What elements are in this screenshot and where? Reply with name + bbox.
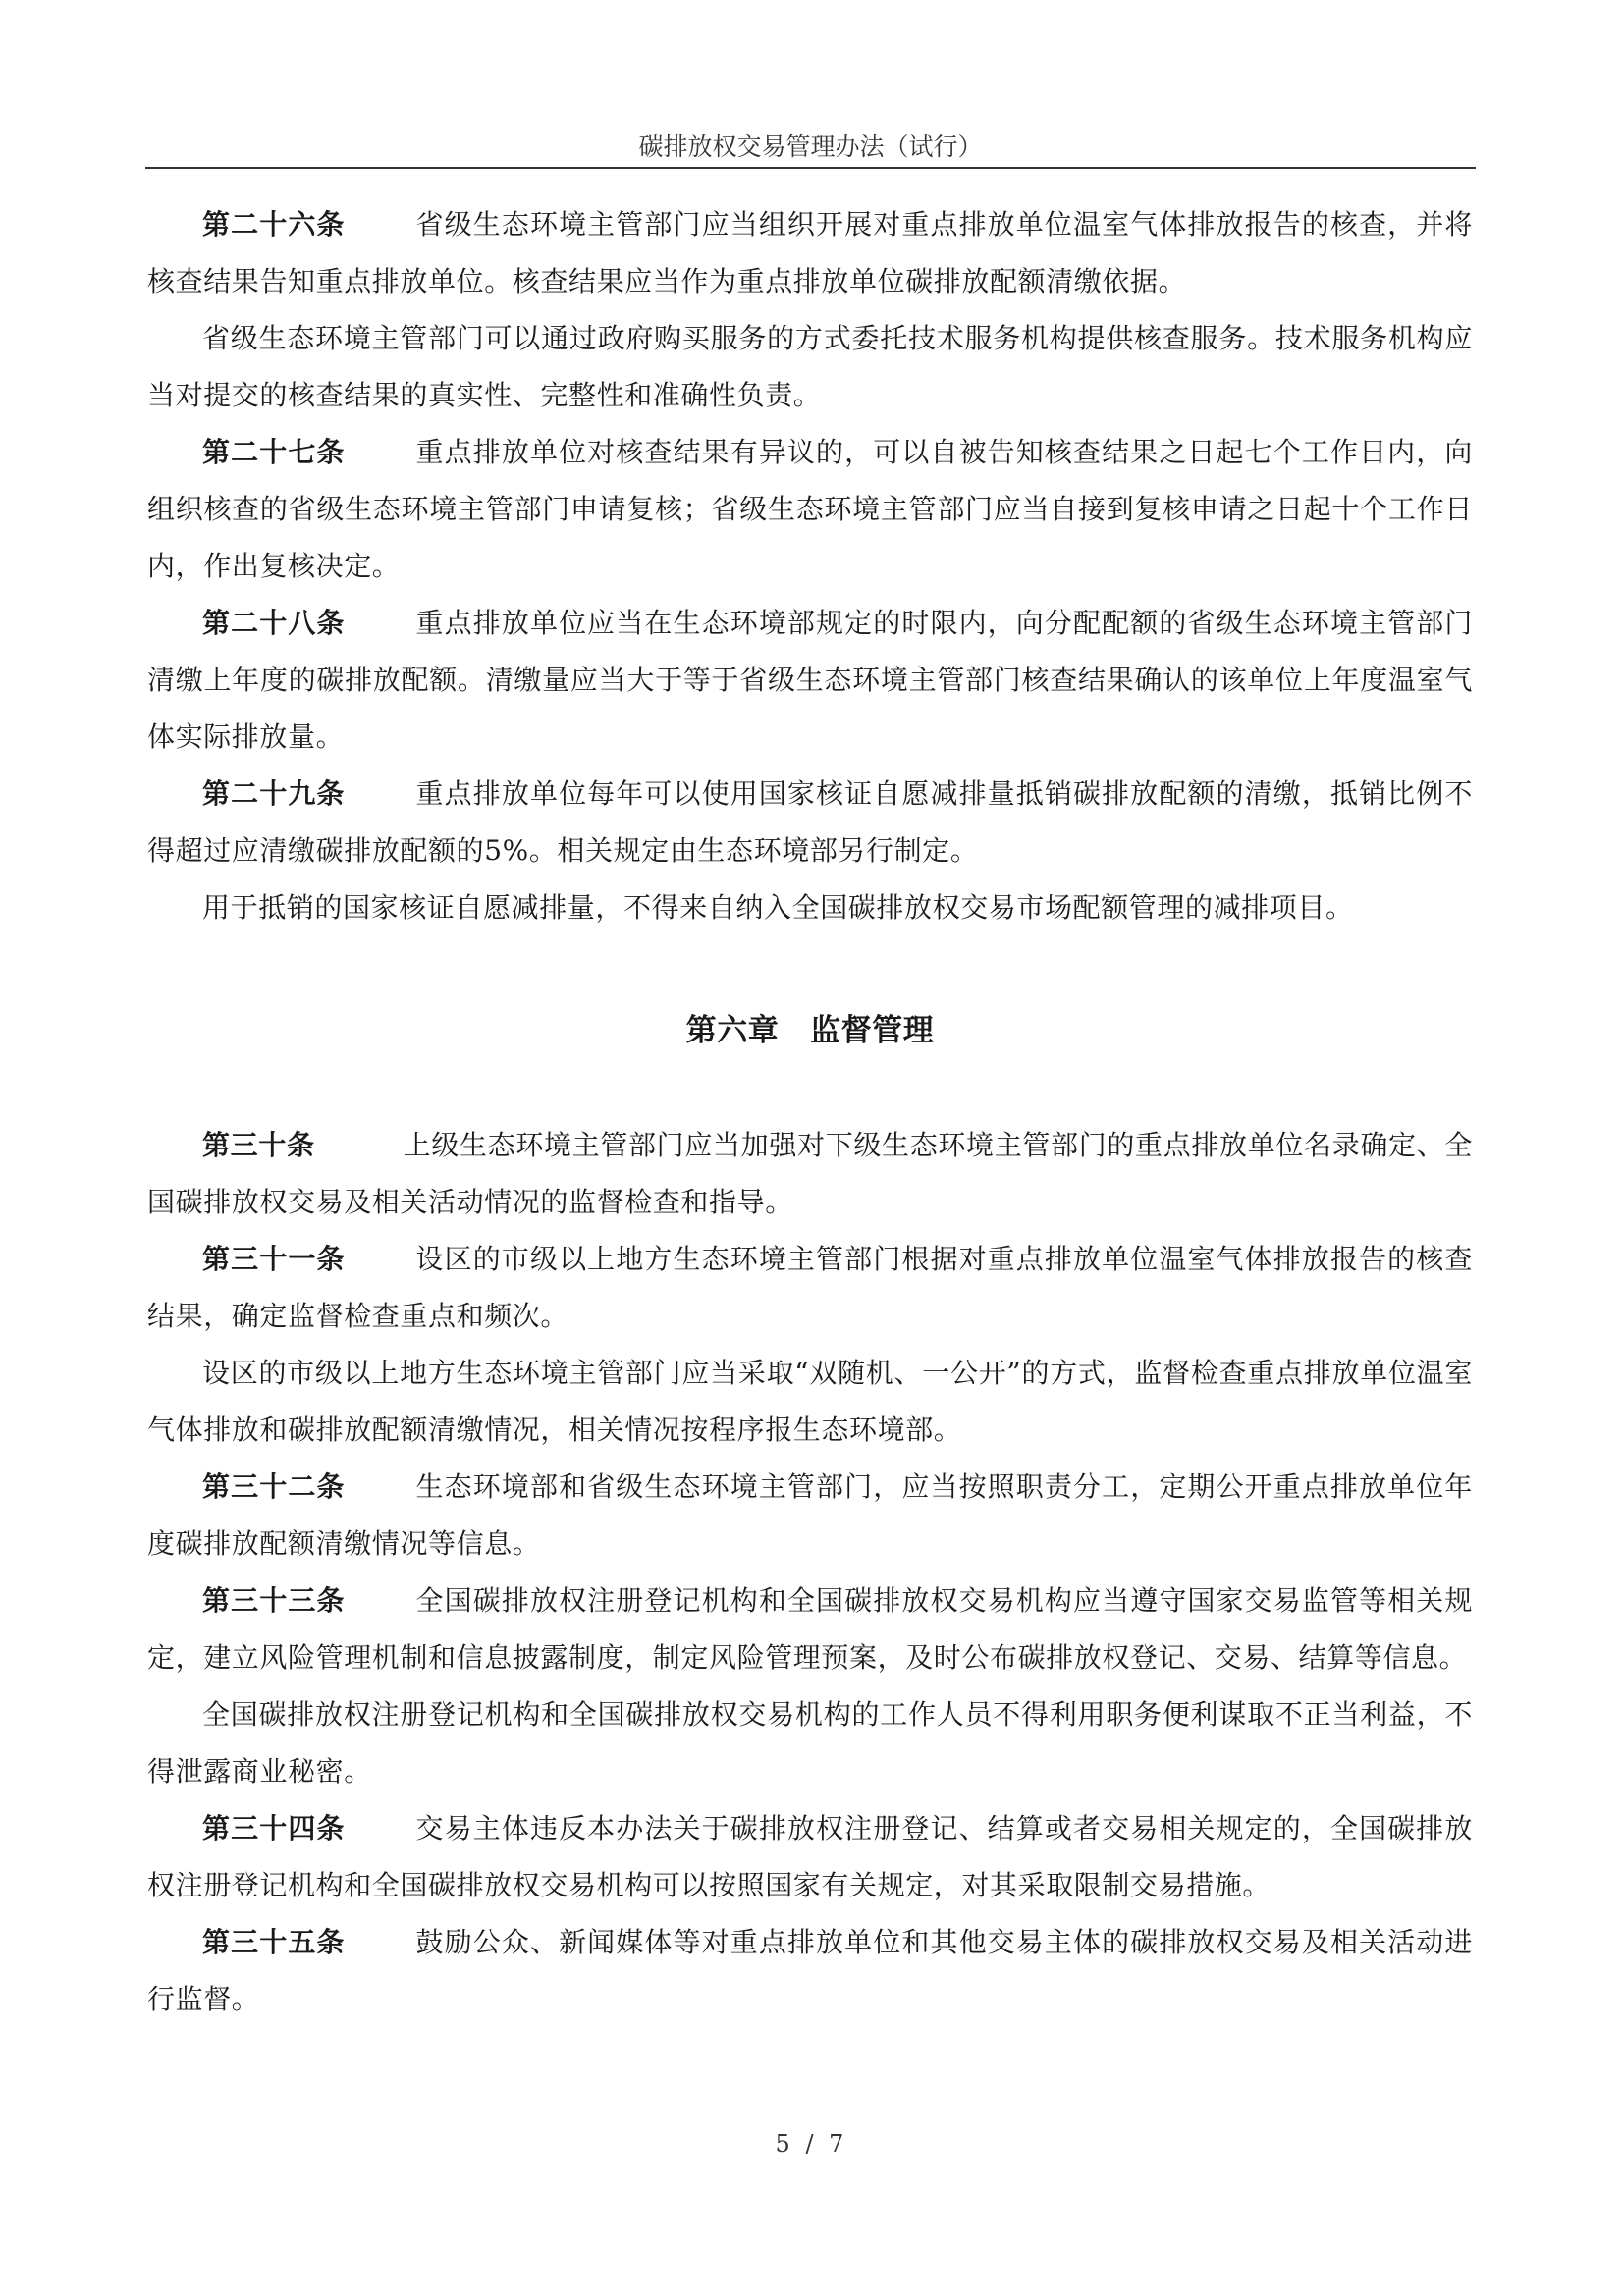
article-label: 第二十七条 bbox=[202, 436, 346, 468]
article-label: 第三十五条 bbox=[202, 1926, 346, 1958]
article-33-paragraph-2: 全国碳排放权注册登记机构和全国碳排放权交易机构的工作人员不得利用职务便利谋取不正当利益，不得泄露商业秘密。 bbox=[147, 1698, 1473, 1788]
chapter-heading: 第六章 监督管理 bbox=[685, 1013, 935, 1048]
article-text: 全国碳排放权注册登记机构和全国碳排放权交易机构应当遵守国家交易监管等相关规定，建立风险管理机制和信息披露制度，制定风险管理预案，及时公布碳排放权登记、交易、结算等信息。 bbox=[147, 1584, 1473, 1674]
article-31-paragraph-2: 设区的市级以上地方生态环境主管部门应当采取“双随机、一公开”的方式，监督检查重点排放单位温室气体排放和碳排放配额清缴情况，相关情况按程序报生态环境部。 bbox=[147, 1357, 1473, 1446]
article-text: 设区的市级以上地方生态环境主管部门根据对重点排放单位温室气体排放报告的核查结果，确定监督检查重点和频次。 bbox=[147, 1243, 1473, 1332]
article-34 bbox=[147, 1800, 1473, 1914]
article-29 bbox=[147, 766, 1473, 880]
article-26-paragraph-2: 省级生态环境主管部门可以通过政府购买服务的方式委托技术服务机构提供核查服务。技术服务机构应当对提交的核查结果的真实性、完整性和准确性负责。 bbox=[147, 322, 1473, 411]
article-label: 第三十四条 bbox=[202, 1812, 346, 1844]
article-26 bbox=[147, 196, 1473, 310]
article-text: 生态环境部和省级生态环境主管部门，应当按照职责分工，定期公开重点排放单位年度碳排放配额清缴情况等信息。 bbox=[147, 1470, 1473, 1560]
article-33 bbox=[147, 1573, 1473, 1686]
article-32 bbox=[147, 1459, 1473, 1573]
article-text: 重点排放单位每年可以使用国家核证自愿减排量抵销碳排放配额的清缴，抵销比例不得超过应清缴碳排放配额的5%。相关规定由生态环境部另行制定。 bbox=[147, 777, 1473, 867]
article-label: 第三十三条 bbox=[202, 1584, 346, 1617]
article-30 bbox=[147, 1117, 1473, 1231]
article-label: 第二十六条 bbox=[202, 208, 346, 240]
article-29-paragraph-2: 用于抵销的国家核证自愿减排量，不得来自纳入全国碳排放权交易市场配额管理的减排项目。 bbox=[202, 891, 1354, 924]
article-label: 第三十条 bbox=[202, 1129, 315, 1161]
article-text: 重点排放单位对核查结果有异议的，可以自被告知核查结果之日起七个工作日内，向组织核查的省级生态环境主管部门申请复核；省级生态环境主管部门应当自接到复核申请之日起十个工作日内，作出复核决定。 bbox=[147, 436, 1473, 582]
article-label: 第二十九条 bbox=[202, 777, 346, 810]
header-divider bbox=[145, 167, 1476, 169]
article-27 bbox=[147, 424, 1473, 595]
article-text: 交易主体违反本办法关于碳排放权注册登记、结算或者交易相关规定的，全国碳排放权注册登记机构和全国碳排放权交易机构可以按照国家有关规定，对其采取限制交易措施。 bbox=[147, 1812, 1473, 1901]
article-28 bbox=[147, 595, 1473, 766]
page-number: 5 / 7 bbox=[775, 2130, 848, 2158]
document-body bbox=[147, 196, 1473, 2028]
article-label: 第三十一条 bbox=[202, 1243, 346, 1275]
article-label: 第三十二条 bbox=[202, 1470, 346, 1503]
article-31 bbox=[147, 1231, 1473, 1345]
article-text: 省级生态环境主管部门应当组织开展对重点排放单位温室气体排放报告的核查，并将核查结果告知重点排放单位。核查结果应当作为重点排放单位碳排放配额清缴依据。 bbox=[147, 208, 1473, 297]
running-header: 碳排放权交易管理办法（试行） bbox=[638, 133, 983, 161]
article-35 bbox=[147, 1914, 1473, 2028]
article-text: 上级生态环境主管部门应当加强对下级生态环境主管部门的重点排放单位名录确定、全国碳排放权交易及相关活动情况的监督检查和指导。 bbox=[147, 1129, 1473, 1218]
article-text: 鼓励公众、新闻媒体等对重点排放单位和其他交易主体的碳排放权交易及相关活动进行监督。 bbox=[147, 1926, 1473, 2015]
article-label: 第二十八条 bbox=[202, 607, 346, 639]
article-text: 重点排放单位应当在生态环境部规定的时限内，向分配配额的省级生态环境主管部门清缴上年度的碳排放配额。清缴量应当大于等于省级生态环境主管部门核查结果确认的该单位上年度温室气体实际排放量。 bbox=[147, 607, 1473, 753]
